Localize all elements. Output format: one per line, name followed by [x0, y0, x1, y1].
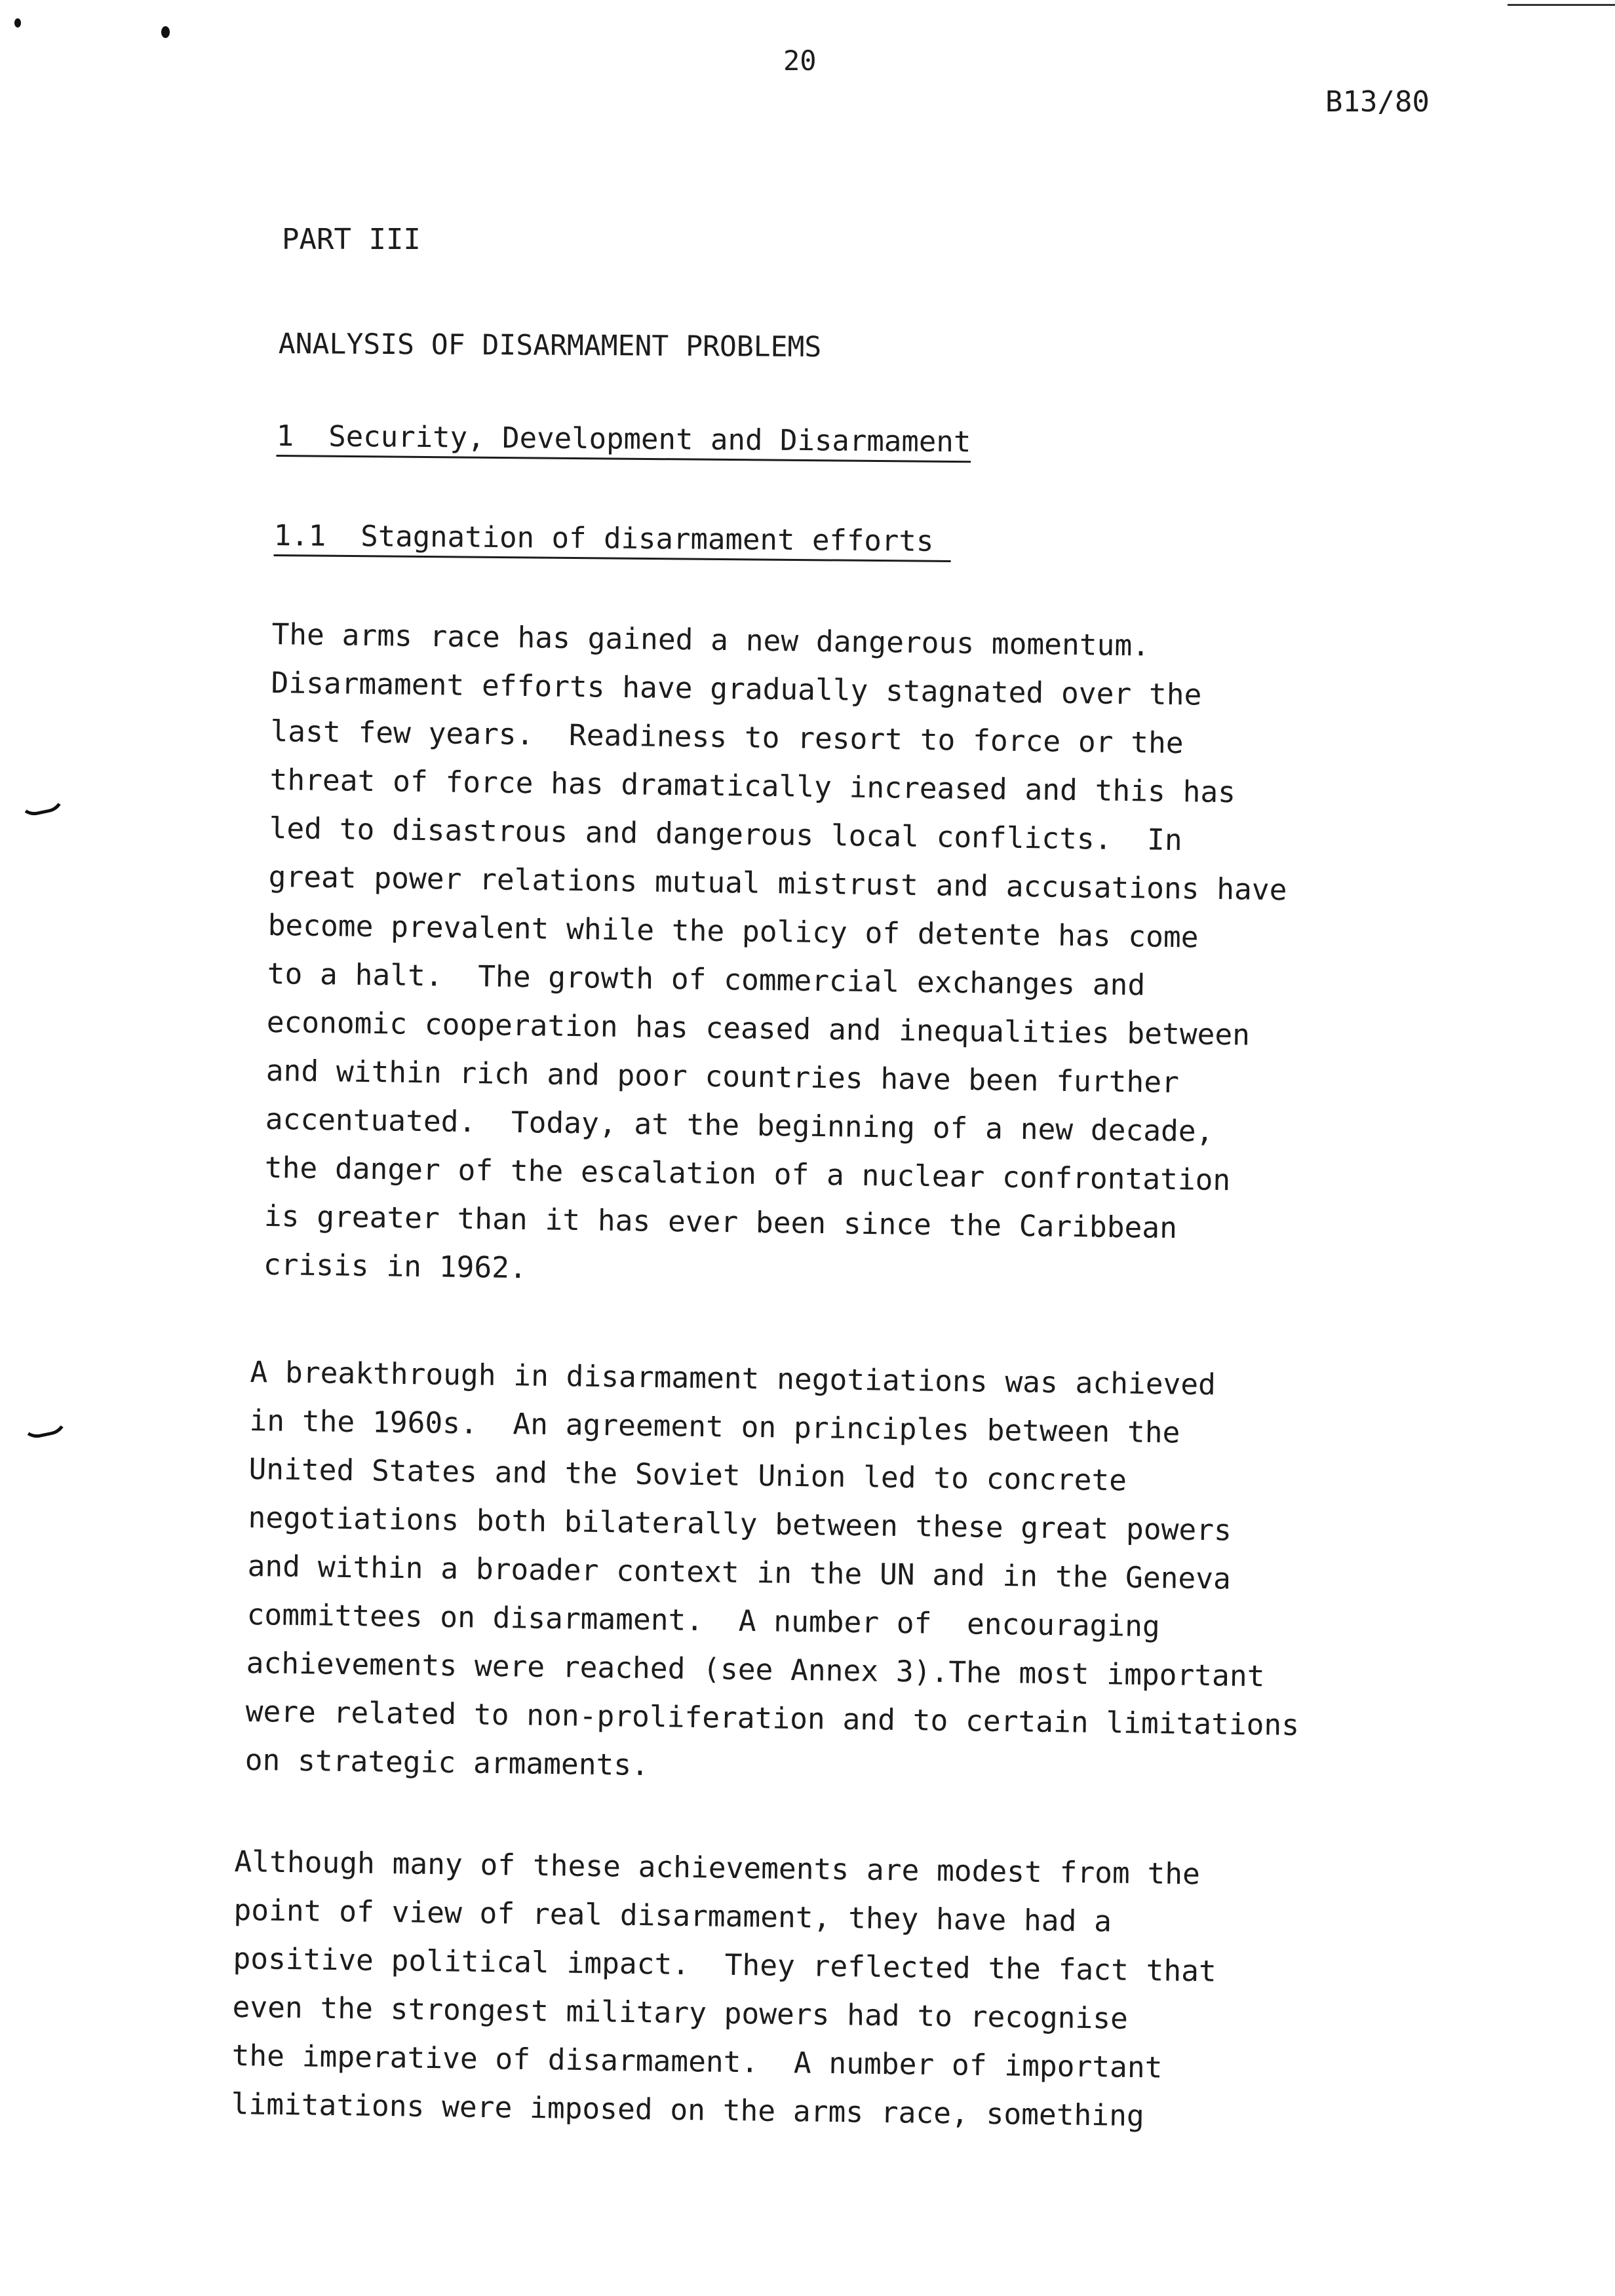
paragraph	[244, 1349, 1304, 1799]
margin-mark	[17, 792, 67, 818]
text-line: economic cooperation has ceased and inequalities between	[266, 1005, 1251, 1052]
text-line: is greater than it has ever been since the Caribbean	[263, 1199, 1178, 1246]
text-line: led to disastrous and dangerous local conflicts. In	[269, 811, 1183, 858]
page-number: 20	[783, 45, 817, 77]
text-line: threat of force has dramatically increased and this has	[269, 763, 1236, 810]
text-line: great power relations mutual mistrust and accusations have	[268, 860, 1287, 908]
text-line: Although many of these achievements are modest from the	[234, 1845, 1201, 1892]
paragraph	[231, 1838, 1218, 2142]
text-line: even the strongest military powers had to recognise	[232, 1990, 1129, 2036]
text-line: accentuated. Today, at the beginning of a new decade,	[265, 1102, 1214, 1149]
margin-mark	[20, 1414, 69, 1441]
text-line: last few years. Readiness to resort to force or the	[270, 714, 1184, 761]
text-line: A breakthrough in disarmament negotiations was achieved	[250, 1355, 1216, 1402]
subchapter-heading: 1.1 Stagnation of disarmament efforts	[273, 519, 952, 559]
scan-speck	[161, 26, 170, 38]
section-title: ANALYSIS OF DISARMAMENT PROBLEMS	[278, 328, 822, 364]
document-reference: B13/80	[1325, 85, 1430, 119]
text-line: become prevalent while the policy of detente has come	[267, 908, 1199, 955]
text-line: limitations were imposed on the arms race, something	[231, 2087, 1145, 2133]
text-line: achievements were reached (see Annex 3).The most important	[246, 1646, 1265, 1694]
text-line: were related to non-proliferation and to certain limitations	[245, 1694, 1300, 1742]
text-line: and within rich and poor countries have been further	[265, 1054, 1180, 1100]
paragraph	[263, 611, 1290, 1303]
text-line: on strategic armaments.	[244, 1743, 650, 1783]
text-line: positive political impact. They reflected the fact that	[233, 1942, 1217, 1989]
text-line: in the 1960s. An agreement on principles between the	[249, 1404, 1180, 1450]
text-line: committees on disarmament. A number of encouraging	[246, 1598, 1161, 1644]
text-line: negotiations both bilaterally between these great powers	[248, 1501, 1232, 1548]
text-line: and within a broader context in the UN and in the Geneva	[247, 1549, 1232, 1596]
part-title: PART III	[282, 223, 421, 256]
text-line: crisis in 1962.	[263, 1248, 528, 1286]
text-line: the imperative of disarmament. A number of important	[231, 2038, 1163, 2085]
scan-speck	[14, 18, 21, 28]
text-line: United States and the Soviet Union led to concrete	[248, 1452, 1127, 1498]
text-line: Disarmament efforts have gradually stagnated over the	[271, 666, 1202, 712]
text-line: the danger of the escalation of a nuclear confrontation	[264, 1151, 1231, 1198]
text-line: The arms race has gained a new dangerous momentum.	[271, 617, 1150, 663]
scan-edge-line	[1508, 4, 1615, 6]
text-line: to a halt. The growth of commercial exchanges and	[267, 957, 1146, 1003]
chapter-heading: 1 Security, Development and Disarmament	[276, 419, 971, 459]
text-line: point of view of real disarmament, they have had a	[233, 1893, 1112, 1939]
